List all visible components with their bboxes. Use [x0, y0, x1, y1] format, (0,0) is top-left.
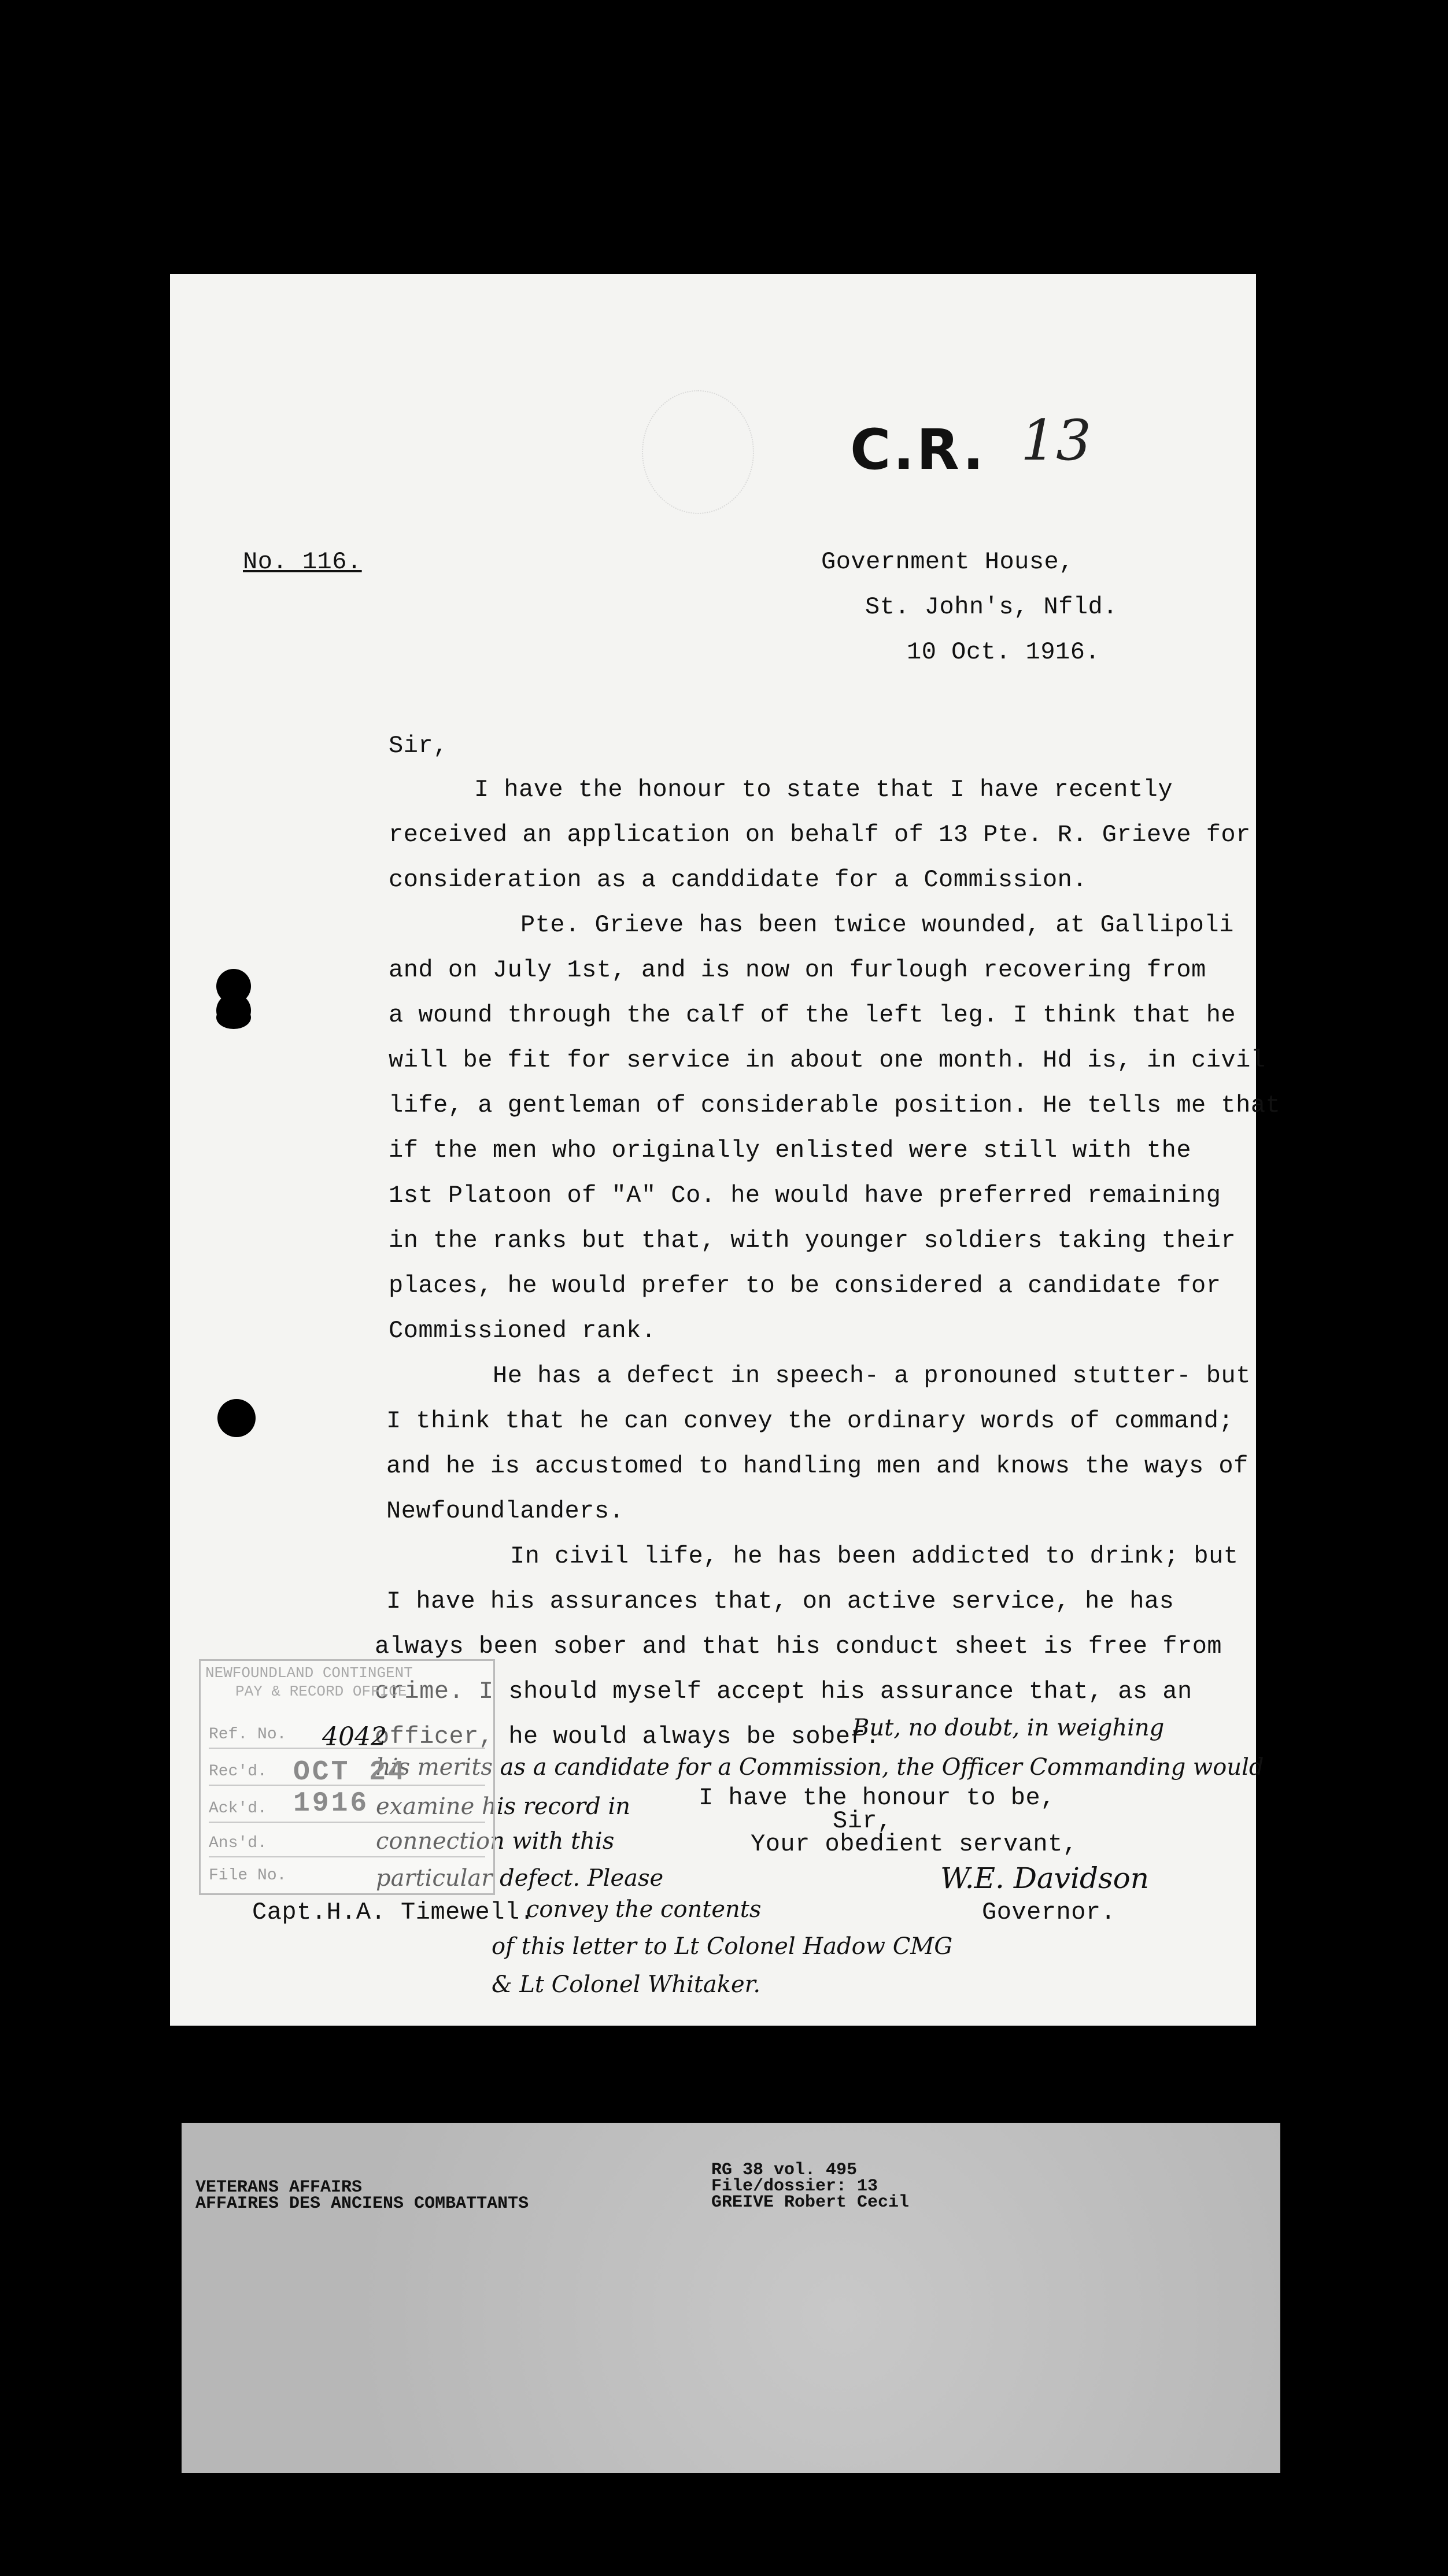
body-line: in the ranks but that, with younger soldiers taking their: [389, 1227, 1236, 1254]
address-line: St. John's, Nfld.: [865, 593, 1118, 621]
handwritten-note-line: convey the contents: [526, 1896, 762, 1923]
body-line: life, a gentleman of considerable position. He tells me that: [389, 1091, 1281, 1119]
body-line: officer, he would always be sober.: [375, 1723, 880, 1750]
punch-hole: [217, 1399, 256, 1437]
body-line: places, he would prefer to be considered a candidate for: [389, 1272, 1221, 1300]
body-line: consideration as a canddidate for a Commission.: [389, 866, 1088, 894]
handwritten-note-line: examine his record in: [376, 1793, 631, 1820]
government-house-crest-watermark: [642, 390, 754, 514]
body-line: In civil life, he has been addicted to drink; but: [510, 1542, 1239, 1570]
body-line: I have the honour to state that I have recently: [474, 776, 1173, 804]
closing-line: Sir,: [833, 1807, 892, 1835]
archive-label-line: VETERANS AFFAIRS: [195, 2178, 363, 2197]
stamp-rule: [209, 1822, 485, 1823]
body-line: will be fit for service in about one month. Hd is, in civil: [389, 1046, 1266, 1074]
body-line: and he is accustomed to handling men and knows the ways of: [386, 1452, 1248, 1480]
archive-name: GREIVE Robert Cecil: [711, 2193, 910, 2212]
addressee: Capt.H.A. Timewell.: [252, 1898, 535, 1926]
stamp-field-label: Ack'd.: [209, 1800, 267, 1818]
body-line: a wound through the calf of the left leg. I think that he: [389, 1001, 1236, 1029]
cr-file-number: 13: [1021, 408, 1092, 473]
salutation: Sir,: [389, 732, 448, 760]
body-line: crime. I should myself accept his assurance that, as an: [375, 1678, 1192, 1705]
body-line: and on July 1st, and is now on furlough recovering from: [389, 956, 1206, 984]
received-stamp: [199, 1659, 495, 1895]
body-line: I think that he can convey the ordinary words of command;: [386, 1407, 1234, 1435]
closing-line: I have the honour to be,: [699, 1784, 1055, 1812]
punch-hole: [216, 1006, 251, 1029]
body-line: Pte. Grieve has been twice wounded, at Gallipoli: [520, 911, 1234, 939]
stamp-field-label: Rec'd.: [209, 1763, 267, 1781]
handwritten-note-line: his merits as a candidate for a Commission, the Officer Commanding would: [376, 1754, 1264, 1781]
stamp-field-label: File No.: [209, 1867, 287, 1885]
cr-mark: C.R.: [850, 417, 987, 482]
handwritten-note-line: connection with this: [376, 1828, 615, 1855]
body-line: I have his assurances that, on active service, he has: [386, 1587, 1174, 1615]
address-line: Government House,: [821, 548, 1074, 576]
archive-label-card: [182, 2123, 1280, 2473]
signatory-title: Governor.: [982, 1898, 1116, 1926]
body-line: 1st Platoon of "A" Co. he would have preferred remaining: [389, 1182, 1221, 1209]
stamp-date: OCT 24 1916: [293, 1757, 407, 1819]
body-line: received an application on behalf of 13 Pte. R. Grieve for: [389, 821, 1251, 849]
stamp-header: NEWFOUNDLAND CONTINGENT: [205, 1664, 413, 1682]
reference-number: No. 116.: [243, 548, 362, 576]
signature: W.E. Davidson: [940, 1861, 1149, 1895]
archive-label-line: AFFAIRES DES ANCIENS COMBATTANTS: [195, 2194, 529, 2214]
stamp-rule: [209, 1856, 485, 1857]
archive-file-number: File/dossier: 13: [711, 2177, 878, 2196]
handwritten-note-line: of this letter to Lt Colonel Hadow CMG: [492, 1933, 953, 1960]
handwritten-note-line: particular defect. Please: [376, 1865, 664, 1892]
stamp-field-label: Ans'd.: [209, 1834, 267, 1852]
handwritten-note-line: & Lt Colonel Whitaker.: [492, 1971, 761, 1998]
body-line: always been sober and that his conduct sheet is free from: [375, 1633, 1222, 1660]
body-line: Commissioned rank.: [389, 1317, 656, 1345]
stamp-handwritten-number: 4042: [322, 1722, 387, 1752]
handwritten-note-line: But, no doubt, in weighing: [852, 1715, 1165, 1741]
archive-reference: RG 38 vol. 495: [711, 2160, 858, 2180]
body-line: He has a defect in speech- a pronouned stutter- but: [493, 1362, 1251, 1390]
stamp-field-label: Ref. No.: [209, 1726, 287, 1744]
closing-line: Your obedient servant,: [751, 1830, 1078, 1858]
stamp-header: PAY & RECORD OFFICE: [235, 1683, 407, 1700]
letter-date: 10 Oct. 1916.: [907, 638, 1100, 666]
body-line: if the men who originally enlisted were still with the: [389, 1137, 1192, 1164]
body-line: Newfoundlanders.: [386, 1497, 625, 1525]
